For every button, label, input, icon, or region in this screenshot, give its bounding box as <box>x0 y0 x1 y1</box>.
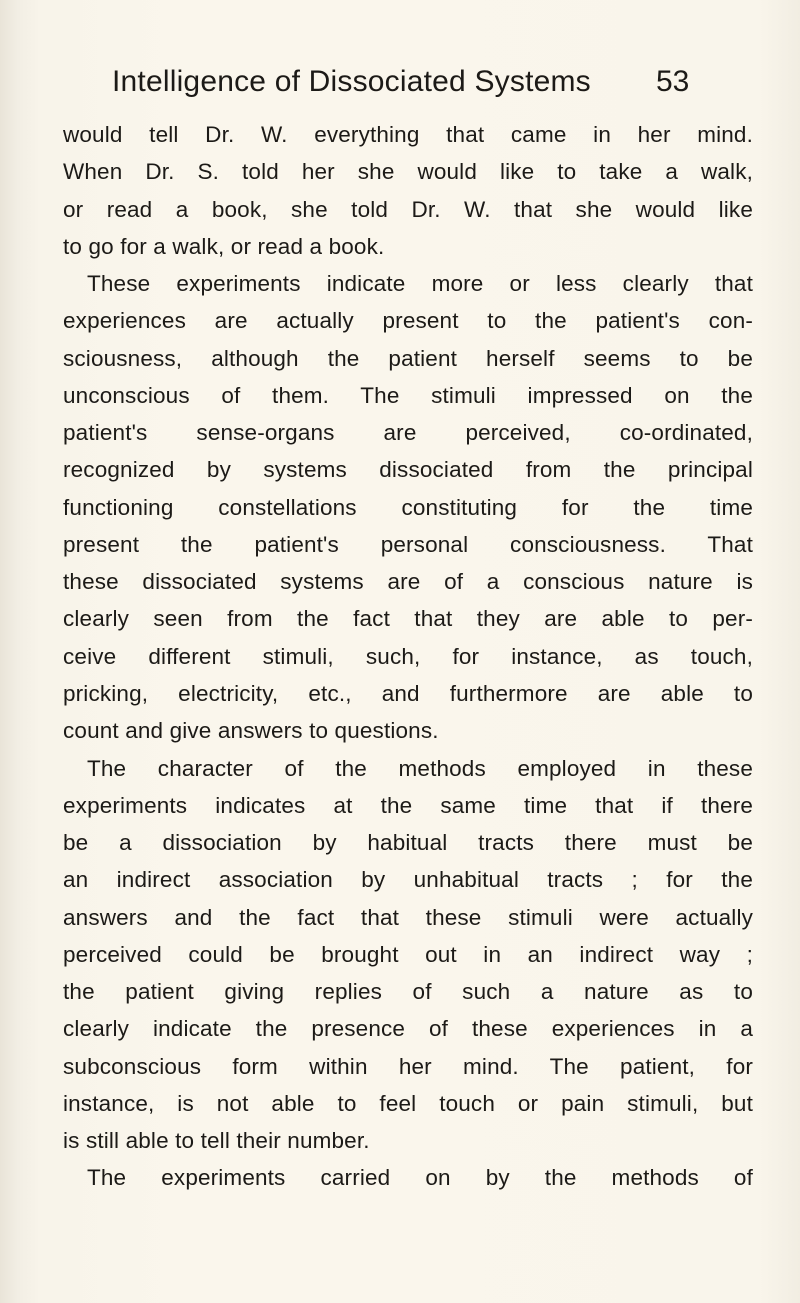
text-line: ceive different stimuli, such, for instance, as touch, <box>63 643 753 669</box>
text-line: to go for a walk, or read a book. <box>63 233 385 259</box>
text-line: patient's sense-organs are perceived, co-ordinated, <box>63 420 753 446</box>
text-line: an indirect association by unhabitual tracts ; for the <box>63 867 753 893</box>
text-line: is still able to tell their number. <box>63 1128 370 1154</box>
running-head <box>0 62 800 102</box>
text-line: perceived could be brought out in an indirect way ; <box>63 941 753 967</box>
text-line: answers and the fact that these stimuli were actually <box>63 904 753 930</box>
body-text <box>63 116 753 1197</box>
text-line: count and give answers to questions. <box>63 718 439 744</box>
text-line: functioning constellations constituting for the time <box>63 494 753 520</box>
text-line: pricking, electricity, etc., and furthermore are able to <box>63 680 753 706</box>
text-line: experiences are actually present to the patient's con- <box>63 308 753 334</box>
text-line: experiments indicates at the same time that if there <box>63 792 753 818</box>
text-line: or read a book, she told Dr. W. that she would like <box>63 196 753 222</box>
text-line: clearly indicate the presence of these experiences in a <box>63 1016 753 1042</box>
text-line: recognized by systems dissociated from the principal <box>63 457 753 483</box>
running-title: Intelligence of Dissociated Systems <box>112 65 591 98</box>
text-line: present the patient's personal consciousness. That <box>63 531 753 557</box>
text-line: When Dr. S. told her she would like to take a walk, <box>63 159 753 185</box>
text-line: unconscious of them. The stimuli impressed on the <box>63 382 753 408</box>
paragraph-first-line: These experiments indicate more or less clearly that <box>87 271 753 297</box>
text-line: be a dissociation by habitual tracts there must be <box>63 830 753 856</box>
text-line: would tell Dr. W. everything that came in her mind. <box>63 122 753 147</box>
text-line: sciousness, although the patient herself seems to be <box>63 345 753 371</box>
text-line: these dissociated systems are of a conscious nature is <box>63 569 753 595</box>
paragraph-first-line: The experiments carried on by the methods of <box>87 1165 753 1191</box>
text-line: subconscious form within her mind. The patient, for <box>63 1053 753 1079</box>
text-line: instance, is not able to feel touch or pain stimuli, but <box>63 1090 753 1116</box>
text-line: the patient giving replies of such a nature as to <box>63 979 753 1005</box>
page-number: 53 <box>656 65 690 98</box>
paragraph-first-line: The character of the methods employed in these <box>87 755 753 781</box>
text-line: clearly seen from the fact that they are able to per- <box>63 606 753 632</box>
